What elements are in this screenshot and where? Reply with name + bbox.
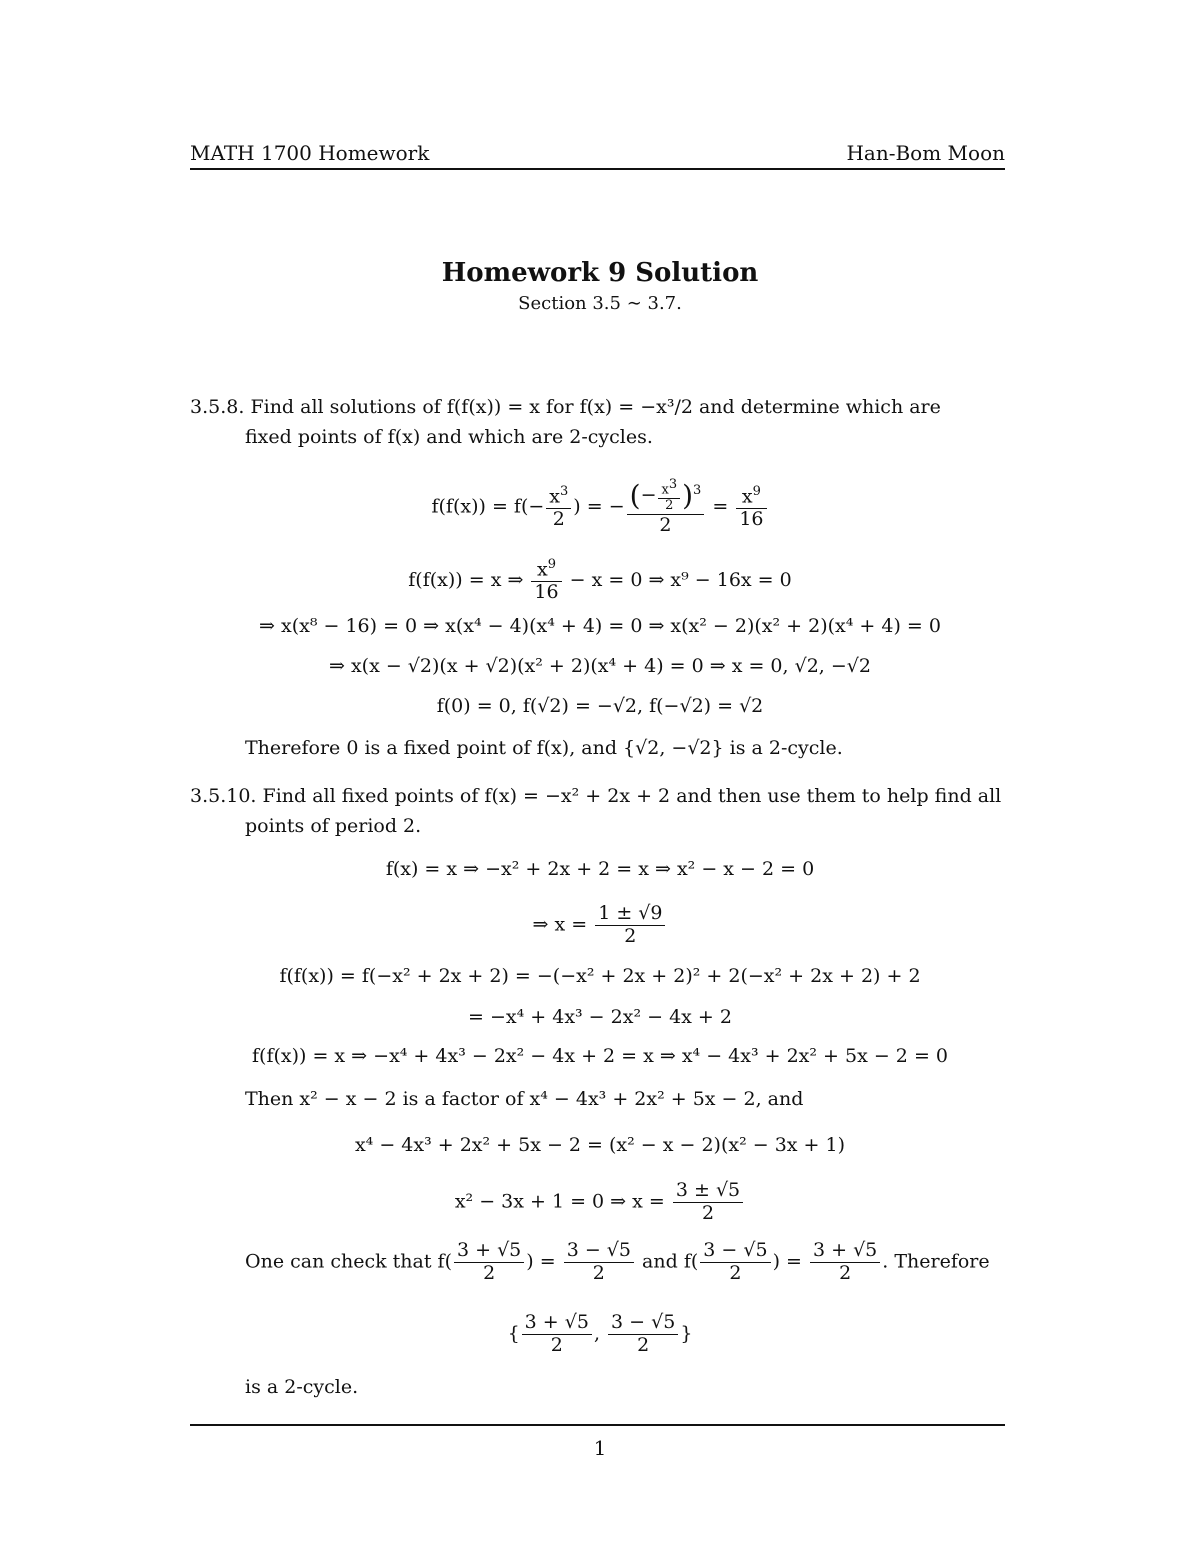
equation-3510-5: f(f(x)) = x ⇒ −x⁴ + 4x³ − 2x² − 4x + 2 = x ⇒ x⁴ − 4x³ + 2x² + 5x − 2 = 0 xyxy=(252,1045,948,1067)
equation-3510-1: f(x) = x ⇒ −x² + 2x + 2 = x ⇒ x² − x − 2 = 0 xyxy=(385,858,815,880)
header-course: MATH 1700 Homework xyxy=(190,141,430,165)
fraction-minus-c: $\frac{3 - √5}{2}$ xyxy=(608,1312,678,1357)
header-rule xyxy=(190,168,1005,170)
header-author: Han-Bom Moon xyxy=(846,141,1005,165)
equation-3510-2-left: ⇒ x = xyxy=(532,913,588,936)
problem-358-text-cont: fixed points of f(x) and which are 2-cycles. xyxy=(245,426,653,448)
fraction-cubed-over-2: (− $\frac{x^3}{2}$ )$^3$ 2 xyxy=(627,478,705,537)
problem-358-number: 3.5.8. xyxy=(190,396,245,418)
check-line: One can check that f( $\frac{3 + √5}{2}$ ) = $\frac{3 - √5}{2}$ and f( $\frac{3 - √5}{2}$ ) = $\frac{3 + √5}{2}$ . Therefore xyxy=(245,1239,990,1284)
fraction-plus-c: $\frac{3 + √5}{2}$ xyxy=(522,1312,592,1357)
fraction-3-pm-sqrt5: $\frac{3 \pm √5}{2}$ xyxy=(673,1180,743,1225)
equation-3510-3: f(f(x)) = f(−x² + 2x + 2) = −(−x² + 2x + 2)² + 2(−x² + 2x + 2) + 2 xyxy=(279,965,921,987)
equation-3510-7-left: x² − 3x + 1 = 0 ⇒ x = xyxy=(454,1190,665,1213)
equation-358-1-mid: ) = − xyxy=(573,495,625,518)
fraction-x9-over-16-b: $\frac{x^9}{16}$ xyxy=(531,558,561,604)
problem-3510-number: 3.5.10. xyxy=(190,785,257,807)
footer-rule xyxy=(190,1424,1005,1426)
fraction-x3-over-2: $\frac{x^3}{2}$ xyxy=(546,485,571,531)
page-subtitle: Section 3.5 ∼ 3.7. xyxy=(518,293,682,314)
page-title: Homework 9 Solution xyxy=(441,258,759,288)
fraction-plus: $\frac{3 + √5}{2}$ xyxy=(454,1240,524,1285)
factor-statement: Then x² − x − 2 is a factor of x⁴ − 4x³ + 2x² + 5x − 2, and xyxy=(245,1088,804,1110)
problem-358-conclusion: Therefore 0 is a fixed point of f(x), and {√2, −√2} is a 2-cycle. xyxy=(245,737,843,759)
fraction-quadratic-roots: $\frac{1 \pm √9}{2}$ xyxy=(595,903,665,948)
fraction-minus-b: $\frac{3 - √5}{2}$ xyxy=(700,1240,770,1285)
fraction-quadratic-roots-num: 1 ± √9 xyxy=(595,903,665,926)
problem-358-text: Find all solutions of f(f(x)) = x for f(x) = −x³/2 and determine which are xyxy=(250,396,941,418)
problem-3510-text-cont: points of period 2. xyxy=(245,815,422,837)
equation-3510-6: x⁴ − 4x³ + 2x² + 5x − 2 = (x² − x − 2)(x² − 3x + 1) xyxy=(354,1134,846,1156)
problem-3510-text: Find all fixed points of f(x) = −x² + 2x + 2 and then use them to help find all xyxy=(262,785,1002,807)
two-cycle-set: { $\frac{3 + √5}{2}$ , $\frac{3 - √5}{2}$ } xyxy=(507,1311,693,1356)
equation-358-5: f(0) = 0, f(√2) = −√2, f(−√2) = √2 xyxy=(436,695,764,717)
fraction-x9-over-16: $\frac{x^9}{16}$ xyxy=(736,485,766,531)
equation-3510-7 xyxy=(0,1180,1200,1225)
equation-358-3: ⇒ x(x⁸ − 16) = 0 ⇒ x(x⁴ − 4)(x⁴ + 4) = 0 ⇒ x(x² − 2)(x² + 2)(x⁴ + 4) = 0 xyxy=(259,615,941,637)
equation-3510-4: = −x⁴ + 4x³ − 2x² − 4x + 2 xyxy=(468,1006,732,1028)
equation-358-1-left: f(f(x)) = f(− xyxy=(431,495,545,518)
equation-358-4: ⇒ x(x − √2)(x + √2)(x² + 2)(x⁴ + 4) = 0 ⇒ x = 0, √2, −√2 xyxy=(329,655,871,677)
problem-358-statement xyxy=(190,392,1005,422)
page-number: 1 xyxy=(593,1436,607,1460)
equation-358-1: f(f(x)) = f(− $\frac{x^3}{2}$ ) = − (− $\frac{x^3}{2}$ )$^3$ 2 = $\frac{x^9}{16}$ xyxy=(0,478,1200,537)
equation-3510-2 xyxy=(0,903,1200,948)
equation-358-2 xyxy=(0,558,1200,604)
problem-3510-statement xyxy=(190,781,1005,811)
fraction-plus-b: $\frac{3 + √5}{2}$ xyxy=(810,1240,880,1285)
equation-358-2-left: f(f(x)) = x ⇒ xyxy=(408,569,524,592)
final-statement: is a 2-cycle. xyxy=(245,1376,359,1398)
equation-358-2-right: − x = 0 ⇒ x⁹ − 16x = 0 xyxy=(569,569,792,592)
fraction-minus: $\frac{3 - √5}{2}$ xyxy=(564,1240,634,1285)
